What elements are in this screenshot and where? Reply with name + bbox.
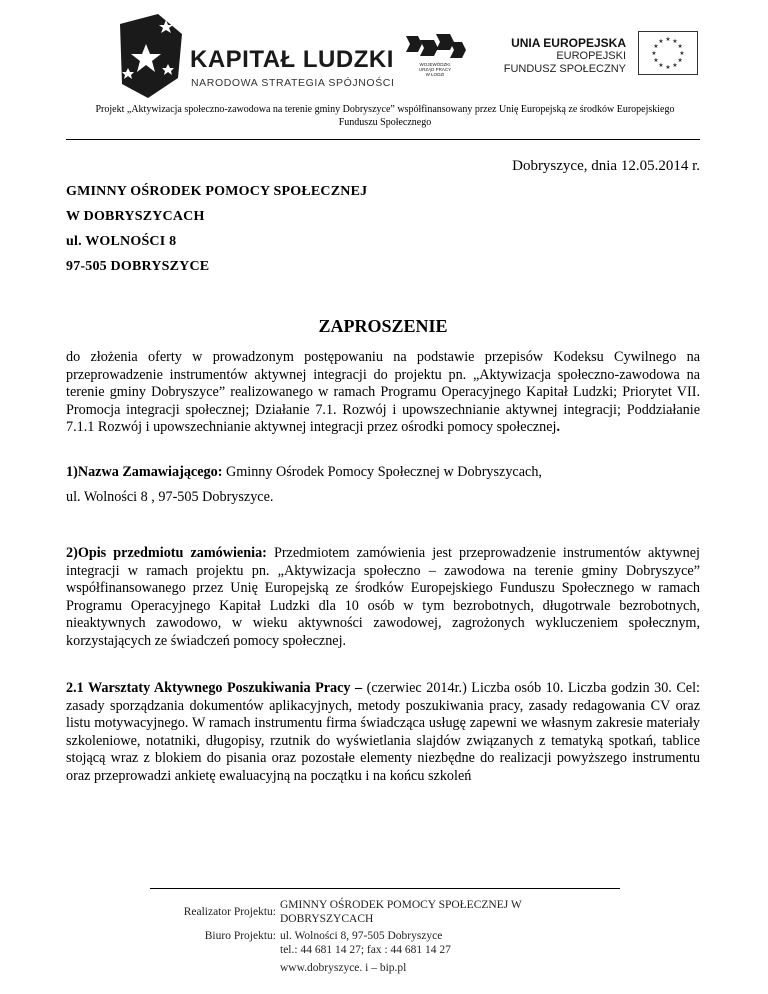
section-2-paragraph [66, 545, 700, 650]
kapital-ludzki-subtitle: NARODOWA STRATEGIA SPÓJNOŚCI [191, 77, 395, 89]
wup-caption-line2: URZĄD PRACY [418, 67, 452, 72]
eu-star-icon: ★ [653, 57, 659, 64]
eu-flag-icon [638, 31, 698, 75]
document-title: ZAPROSZENIE [318, 316, 448, 336]
eu-star-icon: ★ [679, 50, 685, 57]
address-line-2: W DOBRYSZYCACH [66, 209, 205, 224]
eu-title: UNIA EUROPEJSKA [511, 36, 626, 50]
footer-biuro-value [280, 930, 451, 976]
section-1-address: ul. Wolności 8 , 97-505 Dobryszyce. [66, 489, 274, 505]
footer-realizator-label: Realizator Projektu: [183, 906, 276, 918]
eu-star-icon: ★ [665, 36, 671, 43]
address-line-3: ul. WOLNOŚCI 8 [66, 234, 177, 249]
document-date: Dobryszyce, dnia 12.05.2014 r. [512, 158, 700, 174]
wup-caption-line3: W ŁODZI [425, 72, 445, 77]
eu-star-icon: ★ [653, 43, 659, 50]
section-2-1-paragraph [66, 680, 700, 785]
section-2-text: Przedmiotem zamówienia jest przeprowadzenie instrumentów aktywnej integracji w ramach projektu pn. „Aktywizacja społeczno – zawodowa na terenie gminy Dobryszyce” współfinansowanego przez Unię Europejską ze środków Europejskiego Funduszu Społecznego w ramach Programu Operacyjnego Kapitał Ludzki dla 10 osób w tym bezrobotnych, długotrwale bezrobotnych, nieaktywnych zawodowo, w wieku aktywności zawodowej, zagrożonych wykluczeniem społecznym, korzystających ze świadczeń pomocy społecznej. [66, 545, 700, 649]
kapital-ludzki-title: KAPITAŁ LUDZKI [190, 46, 394, 73]
footer-realizator-value-2: DOBRYSZYCACH [280, 912, 374, 925]
footer-biuro-line2: tel.: 44 681 14 27; fax : 44 681 14 27 [280, 943, 451, 956]
section-1-heading: 1)Nazwa Zamawiającego: [66, 464, 223, 480]
eu-star-icon: ★ [672, 37, 678, 45]
kapital-ludzki-star-emblem-icon [118, 14, 184, 98]
wup-caption [400, 62, 470, 77]
eu-star-icon: ★ [677, 43, 683, 50]
intro-paragraph [66, 349, 700, 437]
eu-line1: EUROPEJSKI [556, 50, 626, 62]
kapital-ludzki-logo [118, 14, 395, 98]
footer-realizator-value [280, 899, 522, 926]
wup-lodz-logo [400, 32, 470, 80]
footer-divider [150, 888, 620, 889]
footer-realizator-value-1: GMINNY OŚRODEK POMOCY SPOŁECZNEJ W [280, 899, 522, 911]
eu-star-icon: ★ [658, 37, 664, 45]
eu-star-icon: ★ [665, 64, 671, 71]
eu-star-icon: ★ [658, 62, 664, 70]
section-2-heading: 2)Opis przedmiotu zamówienia: [66, 545, 267, 561]
eu-star-icon: ★ [677, 57, 683, 64]
header-divider [66, 139, 700, 140]
eu-star-icon: ★ [672, 62, 678, 70]
eu-star-icon: ★ [651, 50, 657, 57]
section-2-1-text: (czerwiec 2014r.) Liczba osób 10. Liczba godzin 30. Cel: zasady sporządzania dokumentów aplikacyjnych, metody poszukiwania pracy, zasady redagowania CV oraz listu motywacyjnego. W ramach instrumentu firma świadcząca usługę zapewni we własnym zakresie materiały szkoleniowe, notatniki, długopisy, rzutnik do wyświetlania slajdów związanych z tematyką spotkań, tablice stojącą wraz z blokiem do pisania oraz pozostałe elementy niezbędne do realizacji powyższego instrumentu oraz przeprowadzi ankietę ewaluacyjną na początku i na końcu szkoleń [66, 680, 700, 784]
section-1-text: Gminny Ośrodek Pomocy Społecznej w Dobryszycach, [222, 464, 542, 480]
address-line-1: GMINNY OŚRODEK POMOCY SPOŁECZNEJ [66, 184, 368, 199]
intro-text: do złożenia oferty w prowadzonym postępowaniu na podstawie przepisów Kodeksu Cywilnego na przeprowadzenie instrumentów aktywnej integracji do projektu pn. „Aktywizacja społeczno-zawodowa na terenie gminy Dobryszyce” realizowanego w ramach Programu Operacyjnego Kapitał Ludzki; Priorytet VII. Promocja integracji społecznej; Działanie 7.1. Rozwój i upowszechnianie aktywnej integracji; Poddziałanie 7.1.1 Rozwój i upowszechnianie aktywnej integracji przez ośrodki pomocy społecznej [66, 349, 700, 435]
eu-line2: FUNDUSZ SPOŁECZNY [503, 63, 626, 75]
wup-lodz-arrows-emblem-icon [400, 32, 470, 62]
address-line-4: 97-505 DOBRYSZYCE [66, 259, 210, 274]
intro-end: . [556, 419, 561, 435]
wup-caption-line1: WOJEWÓDZKI [419, 62, 451, 67]
eu-logo-text [500, 36, 626, 76]
project-note: Projekt „Aktywizacja społeczno-zawodowa na terenie gminy Dobryszyce” współfinansowany przez Unię Europejską ze środków Europejskiego Funduszu Społecznego [95, 104, 675, 128]
footer-biuro-line1: ul. Wolności 8, 97-505 Dobryszyce [280, 930, 443, 942]
section-1-paragraph [66, 464, 700, 482]
section-2-1-heading: 2.1 Warsztaty Aktywnego Poszukiwania Pracy – [66, 680, 363, 696]
footer-biuro-label: Biuro Projektu: [204, 930, 276, 942]
footer-biuro-line3: www.dobryszyce. i – bip.pl [280, 962, 407, 974]
